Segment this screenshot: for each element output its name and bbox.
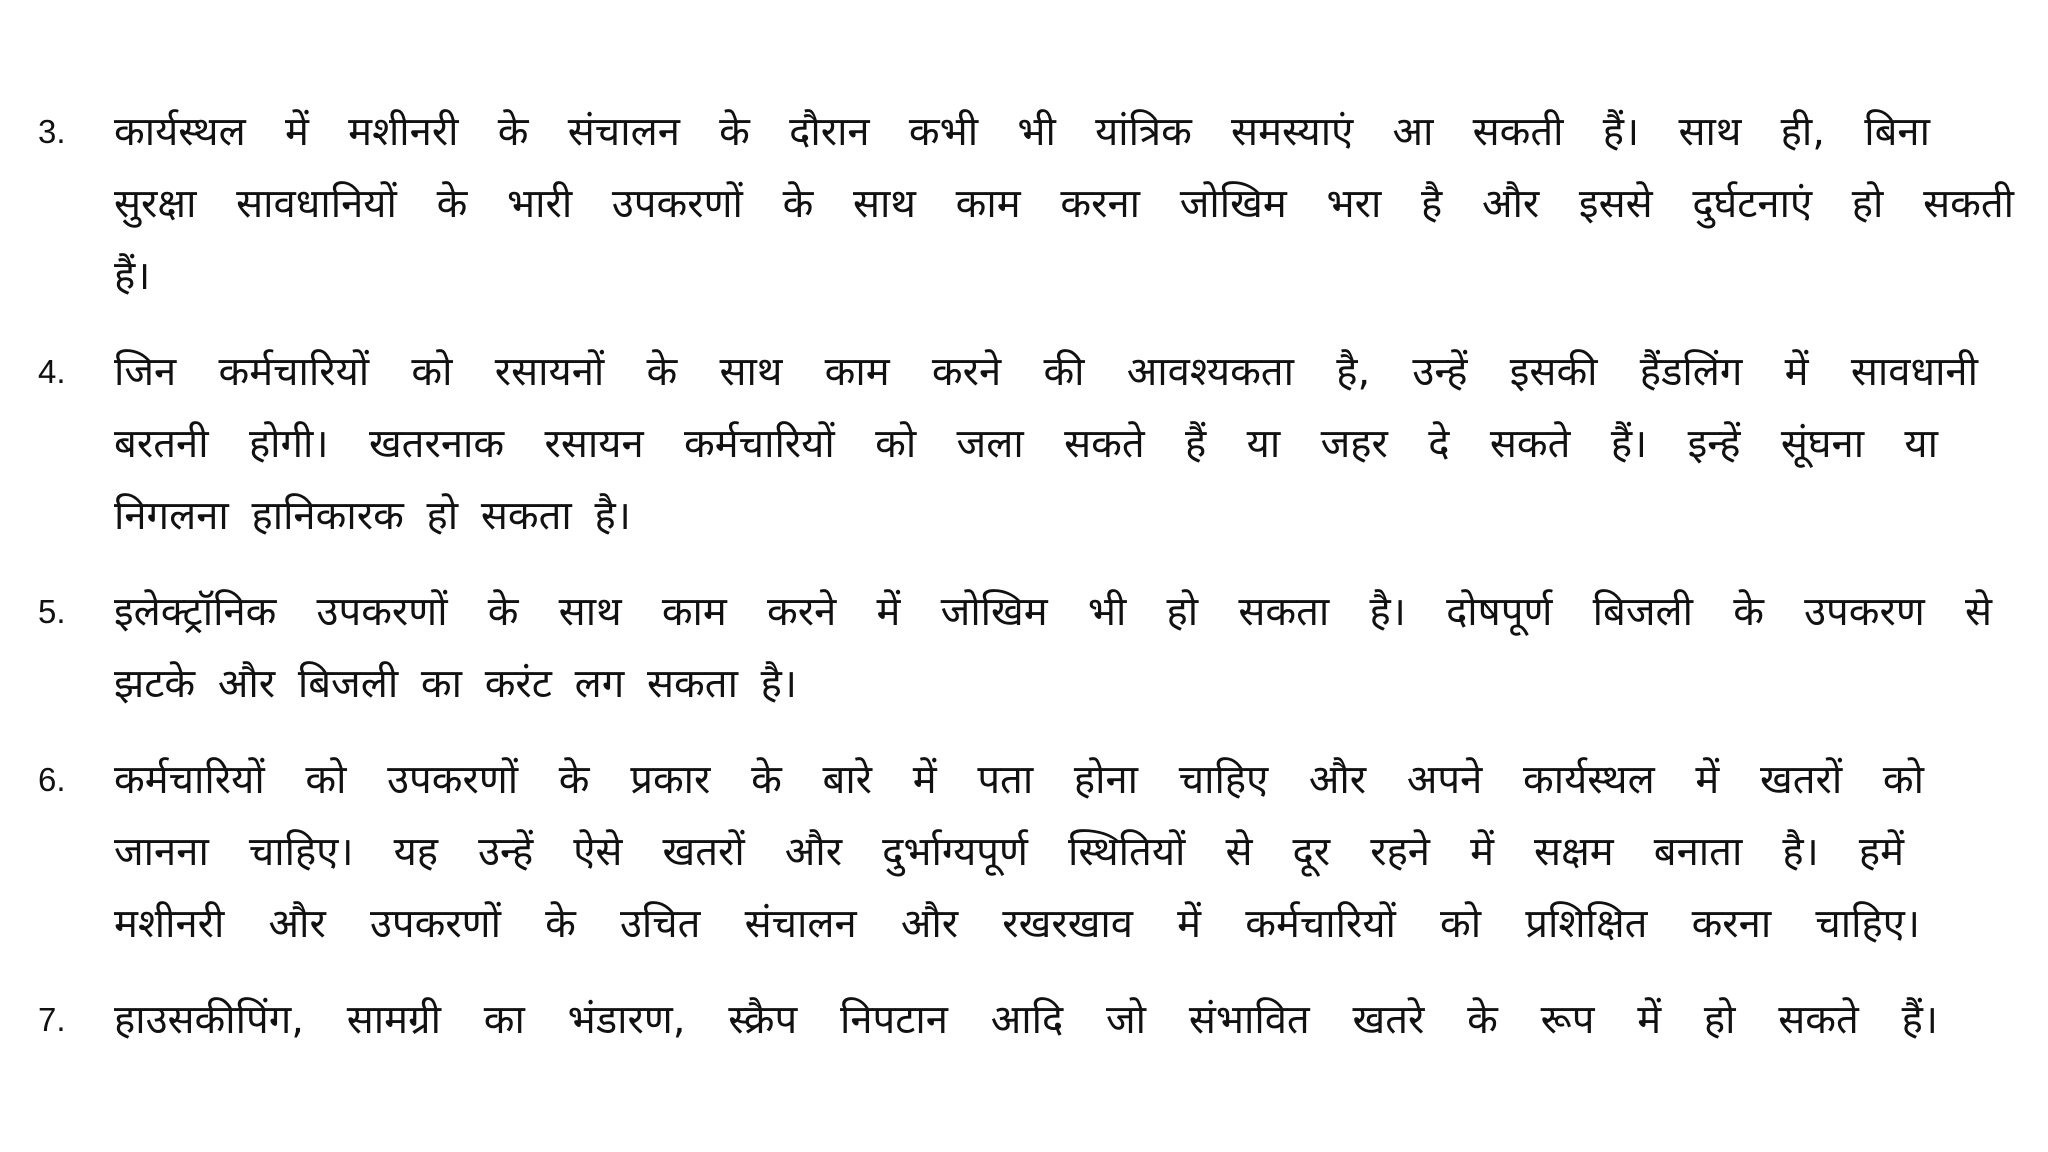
list-number: 5. bbox=[38, 593, 66, 630]
text-line: सुरक्षा सावधानियों के भारी उपकरणों के साथ काम करना जोखिम भरा है और इससे दुर्घटनाएं हो सकती bbox=[114, 181, 2014, 227]
list-item-text bbox=[114, 96, 2014, 312]
text-line: कर्मचारियों को उपकरणों के प्रकार के बारे में पता होना चाहिए और अपने कार्यस्थल में खतरों को bbox=[114, 757, 1924, 803]
list-number: 6. bbox=[38, 761, 66, 798]
text-line: इलेक्ट्रॉनिक उपकरणों के साथ काम करने में जोखिम भी हो सकता है। दोषपूर्ण बिजली के उपकरण से bbox=[114, 589, 1992, 635]
list-item-text bbox=[114, 744, 2024, 960]
list-item-text bbox=[114, 984, 2024, 1056]
list-number: 7. bbox=[38, 1001, 66, 1038]
text-line: बरतनी होगी। खतरनाक रसायन कर्मचारियों को जला सकते हैं या जहर दे सकते हैं। इन्हें सूंघना या bbox=[114, 421, 1938, 467]
list-item-text bbox=[114, 336, 2024, 552]
text-line: हाउसकीपिंग, सामग्री का भंडारण, स्क्रैप निपटान आदि जो संभावित खतरे के रूप में हो सकते हैं। bbox=[114, 997, 1938, 1043]
list-number: 4. bbox=[38, 353, 66, 390]
list-number: 3. bbox=[38, 113, 66, 150]
text-line: हैं। bbox=[114, 253, 151, 299]
list-item-text bbox=[114, 576, 2024, 720]
text-line: झटके और बिजली का करंट लग सकता है। bbox=[114, 661, 798, 707]
text-line: निगलना हानिकारक हो सकता है। bbox=[114, 493, 631, 539]
text-line: जानना चाहिए। यह उन्हें ऐसे खतरों और दुर्भाग्यपूर्ण स्थितियों से दूर रहने में सक्षम बनाता है। हमें bbox=[114, 829, 1904, 875]
text-line: जिन कर्मचारियों को रसायनों के साथ काम करने की आवश्यकता है, उन्हें इसकी हैंडलिंग में सावधानी bbox=[114, 349, 1978, 395]
text-line: मशीनरी और उपकरणों के उचित संचालन और रखरखाव में कर्मचारियों को प्रशिक्षित करना चाहिए। bbox=[114, 901, 1920, 947]
text-line: कार्यस्थल में मशीनरी के संचालन के दौरान कभी भी यांत्रिक समस्याएं आ सकती हैं। साथ ही, बिना bbox=[114, 109, 1930, 155]
